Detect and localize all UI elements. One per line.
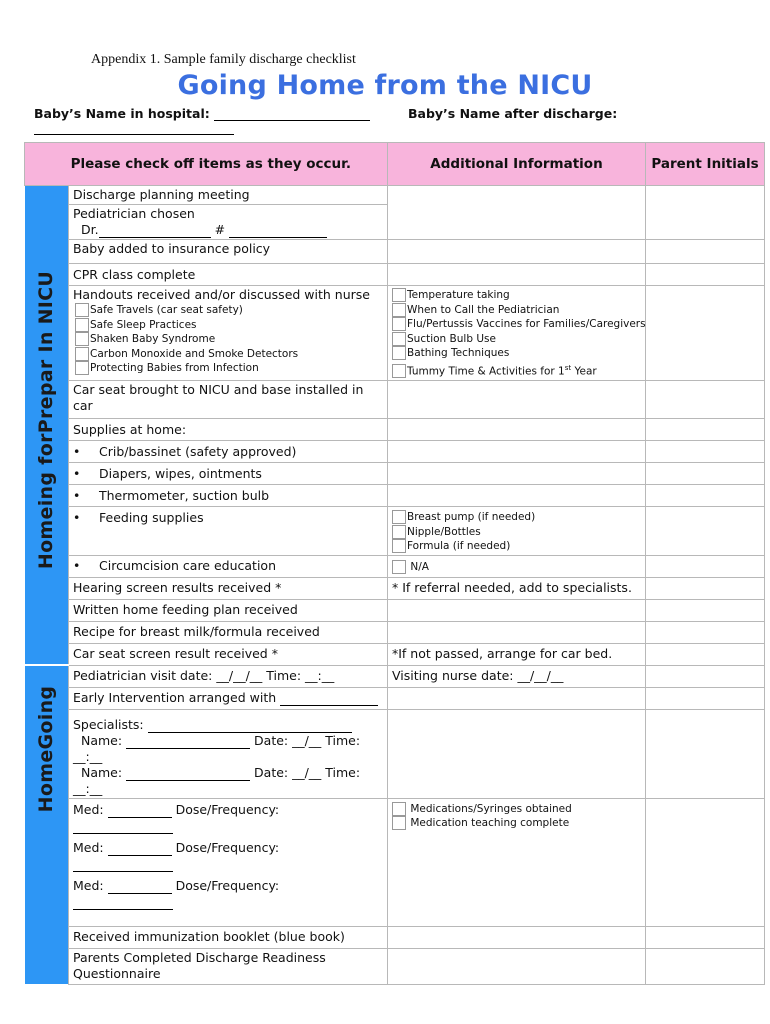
info-cell[interactable] (388, 419, 646, 441)
bullet: • (73, 558, 81, 573)
handout-info-item: Flu/Pertussis Vaccines for Families/Caregivers (407, 318, 646, 330)
initials-cell[interactable] (646, 186, 765, 240)
med-line[interactable] (108, 843, 172, 856)
dr-label: Dr. (81, 222, 99, 237)
col-header-check: Please check off items as they occur. (25, 143, 388, 186)
initials-cell[interactable] (646, 507, 765, 556)
row-crib[interactable] (69, 441, 388, 463)
row-ped-visit[interactable]: Pediatrician visit date: __/__/__ Time: __:__ (69, 665, 388, 687)
baby-name-hospital-field[interactable] (34, 106, 370, 121)
row-handouts[interactable] (69, 286, 388, 381)
row-hearing[interactable]: Hearing screen results received * (69, 577, 388, 599)
med-label: Med: (73, 877, 108, 893)
initials-cell[interactable] (646, 463, 765, 485)
initials-cell[interactable] (646, 687, 765, 709)
handout-item: Carbon Monoxide and Smoke Detectors (90, 347, 299, 360)
dose-label: Dose/Frequency: (171, 801, 280, 817)
dr-number-line[interactable] (229, 225, 327, 238)
row-meds[interactable] (69, 798, 388, 926)
info-cell[interactable] (388, 463, 646, 485)
hearing-info: * If referral needed, add to specialists. (388, 577, 646, 599)
nurse-visit[interactable]: Visiting nurse date: __/__/__ (388, 665, 646, 687)
med-line[interactable] (108, 881, 172, 894)
info-cell[interactable] (388, 485, 646, 507)
date-time: Date: __/__ Time: (250, 764, 361, 780)
time-tail: __:__ (73, 780, 103, 796)
checkbox[interactable] (75, 361, 89, 375)
dose-line[interactable] (73, 897, 173, 910)
handout-info-item: Suction Bulb Use (407, 332, 496, 345)
row-early-label: Early Intervention arranged with (73, 690, 281, 705)
dose-line[interactable] (73, 859, 173, 872)
initials-cell[interactable] (646, 948, 765, 984)
handout-info-item: When to Call the Pediatrician (407, 303, 560, 316)
row-crib-label: Crib/bassinet (safety approved) (99, 443, 297, 459)
dose-label: Dose/Frequency: (171, 839, 280, 855)
initials-cell[interactable] (646, 665, 765, 687)
initials-cell[interactable] (646, 621, 765, 643)
checkbox[interactable] (392, 332, 406, 346)
checkbox[interactable] (392, 816, 406, 830)
med-info-item: Medication teaching complete (410, 817, 570, 829)
checkbox[interactable] (392, 525, 406, 539)
bullet: • (73, 465, 81, 481)
initials-cell[interactable] (646, 798, 765, 926)
specialists-line[interactable] (148, 720, 352, 733)
row-handouts-label: Handouts received and/or discussed with nurse (73, 287, 370, 302)
info-cell[interactable] (388, 948, 646, 984)
med-label: Med: (73, 801, 108, 817)
info-cell[interactable] (388, 687, 646, 709)
info-cell[interactable] (388, 264, 646, 286)
initials-cell[interactable] (646, 286, 765, 381)
appendix-label: Appendix 1. Sample family discharge checklist (91, 52, 356, 67)
initials-cell[interactable] (646, 381, 765, 419)
handout-item: Protecting Babies from Infection (90, 362, 259, 374)
row-cpr[interactable]: CPR class complete (69, 264, 388, 286)
initials-cell[interactable] (646, 485, 765, 507)
superscript: st (564, 363, 572, 372)
checkbox[interactable] (75, 347, 89, 361)
checkbox[interactable] (392, 364, 406, 378)
circ-info-text: N/A (410, 560, 429, 573)
bullet: • (73, 510, 81, 525)
section-label-going-home (25, 665, 69, 984)
col-header-initials: Parent Initials (646, 143, 765, 186)
page-title: Going Home from the NICU (177, 70, 593, 101)
col-header-info: Additional Information (388, 143, 646, 186)
initials-cell[interactable] (646, 419, 765, 441)
med-info-item: Medications/Syringes obtained (410, 802, 572, 815)
row-car-screen[interactable]: Car seat screen result received * (69, 643, 388, 665)
checkbox[interactable] (392, 303, 406, 317)
initials-cell[interactable] (646, 643, 765, 665)
info-cell[interactable] (388, 621, 646, 643)
row-discharge-meeting[interactable]: Discharge planning meeting (69, 186, 388, 205)
feeding-info-item: Breast pump (if needed) (407, 511, 536, 523)
circ-info-cell (388, 555, 646, 577)
name-line[interactable] (126, 768, 250, 781)
info-cell[interactable] (388, 381, 646, 419)
name-line[interactable] (126, 736, 250, 749)
baby-name-hospital-line[interactable] (214, 108, 370, 121)
initials-cell[interactable] (646, 926, 765, 948)
initials-cell[interactable] (646, 264, 765, 286)
row-feeding-label: Feeding supplies (99, 510, 204, 525)
time-tail: __:__ (73, 748, 103, 764)
bullet: • (73, 487, 81, 503)
checkbox[interactable] (392, 346, 406, 360)
checkbox[interactable] (392, 288, 406, 302)
row-feeding-plan[interactable]: Written home feeding plan received (69, 599, 388, 621)
checkbox[interactable] (75, 303, 89, 317)
info-cell[interactable] (388, 186, 646, 240)
checkbox[interactable] (75, 318, 89, 332)
row-immunization[interactable]: Received immunization booklet (blue book) (69, 926, 388, 948)
handout-item: Shaken Baby Syndrome (90, 333, 216, 345)
initials-cell[interactable] (646, 709, 765, 798)
section-label-preparing-text: Homeing forPrepar In NICU (35, 271, 58, 570)
dr-name-line[interactable] (99, 225, 211, 238)
row-diapers-label: Diapers, wipes, ointments (99, 465, 262, 481)
section-label-preparing (25, 186, 69, 666)
handout-info-item: Tummy Time & Activities for 1 (407, 365, 565, 377)
dose-label: Dose/Frequency: (171, 877, 280, 893)
row-car-seat[interactable]: Car seat brought to NICU and base installed in car (69, 381, 388, 419)
initials-cell[interactable] (646, 599, 765, 621)
baby-name-after-label: Baby’s Name after discharge: (408, 106, 618, 121)
baby-name-hospital-label: Baby’s Name in hospital: (34, 106, 215, 121)
info-cell[interactable] (388, 240, 646, 264)
specialists-label: Specialists: (73, 716, 148, 732)
handout-item: Safe Travels (car seat safety) (90, 304, 243, 316)
row-pediatrician[interactable] (69, 205, 388, 240)
checkbox[interactable] (392, 317, 406, 331)
row-specialists[interactable] (69, 709, 388, 798)
name-label: Name: (81, 732, 127, 748)
info-cell[interactable] (388, 441, 646, 463)
dose-line[interactable] (73, 821, 173, 834)
feeding-info-item: Nipple/Bottles (407, 525, 481, 538)
date-time: Date: __/__ Time: (250, 732, 361, 748)
name-label: Name: (81, 764, 127, 780)
med-label: Med: (73, 839, 108, 855)
car-screen-info: *If not passed, arrange for car bed. (388, 643, 646, 665)
row-thermometer[interactable] (69, 485, 388, 507)
checkbox[interactable] (75, 332, 89, 346)
initials-cell[interactable] (646, 240, 765, 264)
handout-info-item-end: Year (571, 365, 597, 377)
row-feeding[interactable] (69, 507, 388, 556)
info-cell[interactable] (388, 599, 646, 621)
initials-cell[interactable] (646, 577, 765, 599)
initials-cell[interactable] (646, 555, 765, 577)
bullet: • (73, 443, 81, 459)
feeding-info-item: Formula (if needed) (407, 540, 511, 552)
info-cell[interactable] (388, 926, 646, 948)
row-diapers[interactable] (69, 463, 388, 485)
row-readiness[interactable]: Parents Completed Discharge Readiness Questionnaire (69, 948, 388, 984)
handout-info-item: Temperature taking (407, 289, 510, 301)
row-recipe[interactable]: Recipe for breast milk/formula received (69, 621, 388, 643)
hash-label: # (210, 222, 230, 237)
med-line[interactable] (108, 805, 172, 818)
handout-info-cell (388, 286, 646, 381)
row-pediatrician-label: Pediatrician chosen (73, 206, 195, 221)
checkbox[interactable] (392, 510, 406, 524)
initials-cell[interactable] (646, 441, 765, 463)
section-label-going-home-text: HomeGoing (35, 685, 58, 812)
row-thermometer-label: Thermometer, suction bulb (99, 487, 270, 503)
baby-name-after-line[interactable] (34, 134, 234, 135)
row-early-intervention[interactable] (69, 687, 388, 709)
checklist-table (24, 142, 765, 985)
info-cell[interactable] (388, 709, 646, 798)
handout-info-item: Bathing Techniques (407, 347, 510, 359)
row-insurance[interactable]: Baby added to insurance policy (69, 240, 388, 264)
handout-item: Safe Sleep Practices (90, 318, 197, 331)
feeding-info-cell (388, 507, 646, 556)
med-info-cell (388, 798, 646, 926)
checkbox[interactable] (392, 560, 406, 574)
checkbox[interactable] (392, 802, 406, 816)
checkbox[interactable] (392, 539, 406, 553)
early-line[interactable] (280, 693, 378, 706)
row-circumcision-label: Circumcision care education (99, 558, 276, 573)
row-supplies[interactable]: Supplies at home: (69, 419, 388, 441)
row-circumcision[interactable] (69, 555, 388, 577)
